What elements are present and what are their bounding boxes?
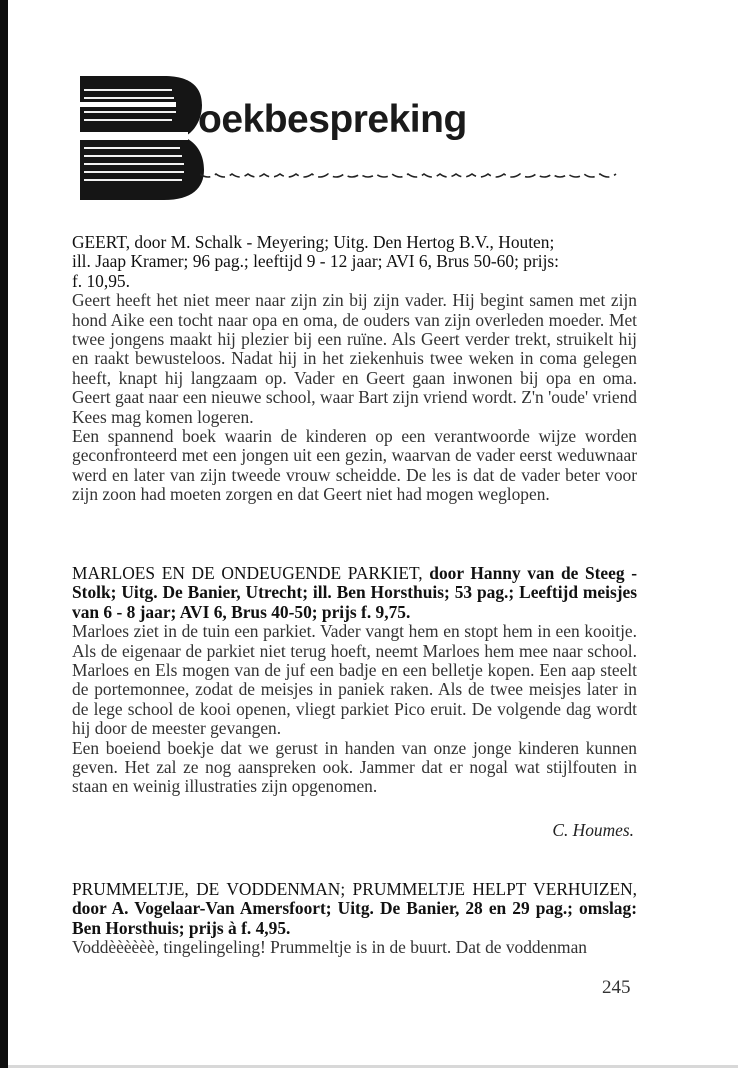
review-marloes-meta bbox=[72, 564, 637, 622]
review-geert-meta-line-2: ill. Jaap Kramer; 96 pag.; leeftijd 9 - 12 jaar; AVI 6, Brus 50-60; prijs: bbox=[72, 251, 560, 272]
review-marloes-title: MARLOES EN DE ONDEUGENDE PARKIET, bbox=[72, 563, 423, 583]
review-marloes bbox=[72, 564, 637, 797]
review-prummeltje-summary: Voddèèèèèè, tingelingeling! Prummeltje is in de buurt. Dat de voddenman bbox=[72, 937, 587, 958]
review-geert-summary: Geert heeft het niet meer naar zijn zin bij zijn vader. Hij begint samen met zijn hond Aike een tocht naar opa en oma, de ouders van zijn overleden moeder. Met twee jongens maakt hij plezier bij een ruïne. Als Geert verder trekt, struikelt hij en raakt bewusteloos. Nadat hij in het ziekenhuis twee weken in coma gelegen heeft, knapt hij langzaam op. Vader en Geert gaan inwonen bij opa en oma. Geert gaat naar een nieuwe school, waar Bart zijn vriend wordt. Z'n 'oude' vriend Kees mag komen logeren. bbox=[72, 290, 637, 427]
review-geert-opinion: Een spannend boek waarin de kinderen op een verantwoorde wijze worden geconfronteerd met een jongen uit een gezin, waarvan de vader eerst weduwnaar werd en later van zijn tweede vrouw scheidde. De les is dat de vader beter voor zijn zoon had moeten zorgen en dat Geert niet had mogen weglopen. bbox=[72, 426, 637, 505]
review-marloes-details: door Hanny van de Steeg - Stolk; Uitg. De Banier, Utrecht; ill. Ben Horsthuis; 53 pag.; Leeftijd meisjes van 6 - 8 jaar; AVI 6, Brus 40-50; prijs f. 9,75. bbox=[72, 563, 637, 622]
section-header bbox=[80, 76, 640, 216]
page-number: 245 bbox=[602, 977, 631, 998]
page-spine bbox=[0, 0, 8, 1068]
review-geert-meta-line-3: f. 10,95. bbox=[72, 270, 130, 291]
reviewer-signature: C. Houmes. bbox=[552, 820, 634, 840]
review-prummeltje bbox=[72, 880, 637, 958]
review-marloes-opinion: Een boeiend boekje dat we gerust in handen van onze jonge kinderen kunnen geven. Het zal ze nog aanspreken ook. Jammer dat er nogal wat stijlfouten in staan en weinig illustraties zijn opgenomen. bbox=[72, 737, 637, 797]
review-prummeltje-meta bbox=[72, 880, 637, 938]
letter-b-logo bbox=[80, 76, 206, 200]
review-geert bbox=[72, 233, 637, 505]
review-marloes-summary: Marloes ziet in de tuin een parkiet. Vader vangt hem en stopt hem in een kooitje. Als de eigenaar de parkiet niet terug hoeft, neemt Marloes hem mee naar school. Marloes en Els mogen van de juf een badje en een belletje kopen. Een aap steelt de portemonnee, zodat de meisjes in paniek raken. Als de twee meisjes later in de lege school de kooi openen, vliegt parkiet Pico eruit. De volgende dag wordt hij door de meester gevangen. bbox=[72, 621, 637, 739]
header-wave-decoration bbox=[200, 170, 620, 182]
header-title: oekbespreking bbox=[198, 98, 467, 141]
review-geert-meta-line-1: GEERT, door M. Schalk - Meyering; Uitg. Den Hertog B.V., Houten; bbox=[72, 232, 555, 252]
review-prummeltje-details: door A. Vogelaar-Van Amersfoort; Uitg. De Banier, 28 en 29 pag.; omslag: Ben Horsthuis; prijs à f. 4,95. bbox=[72, 898, 637, 938]
review-prummeltje-title: PRUMMELTJE, DE VODDENMAN; PRUMMELTJE HELPT VERHUIZEN, bbox=[72, 879, 637, 899]
